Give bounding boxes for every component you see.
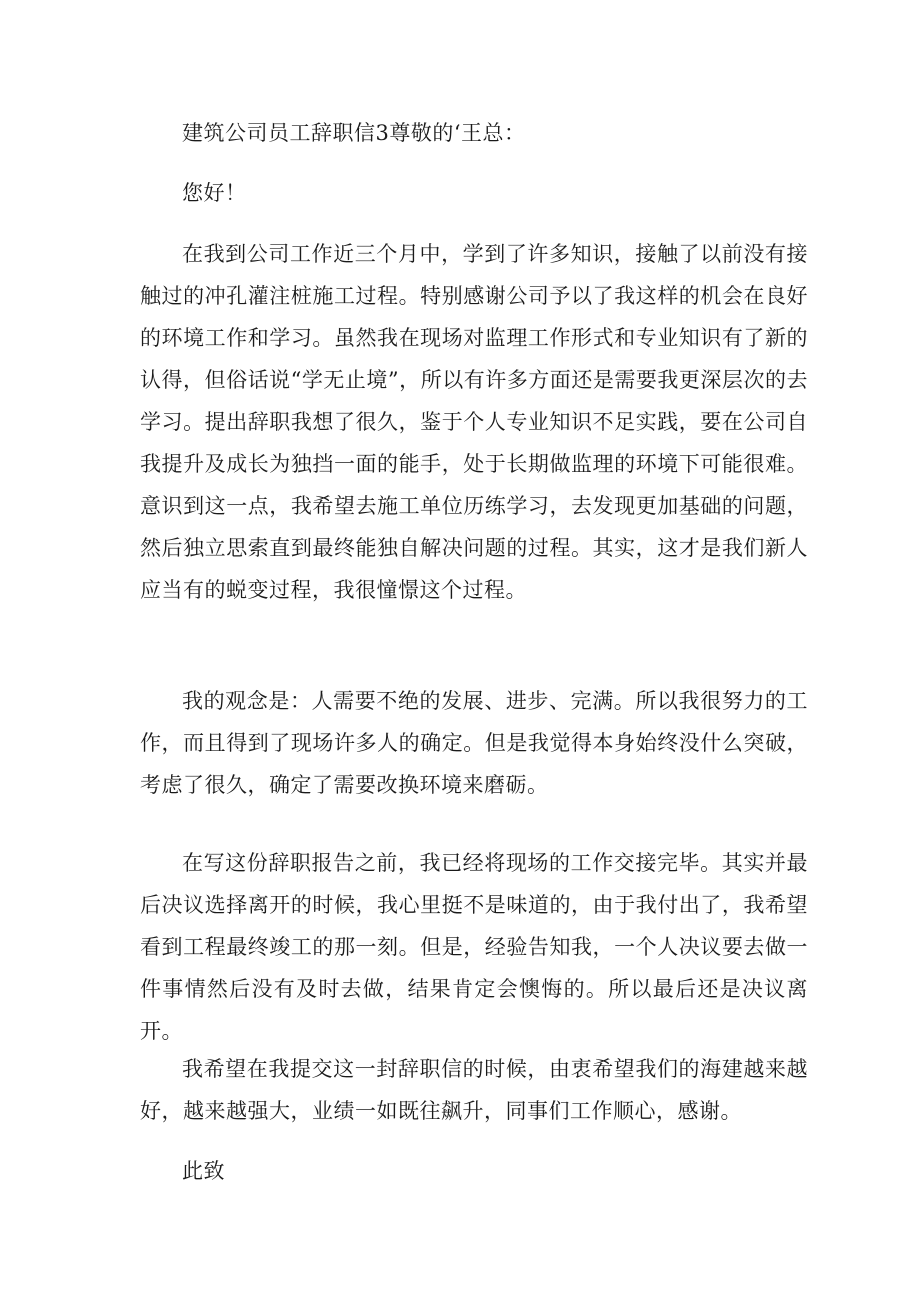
body-paragraph-1: 在我到公司工作近三个月中，学到了许多知识，接触了以前没有接触过的冲孔灌注桩施工过程。特别感谢公司予以了我这样的机会在良好的环境工作和学习。虽然我在现场对监理工作形式和专业知识有了新的认得，但俗话说“学无止境”，所以有许多方面还是需要我更深层次的去学习。提出辞职我想了很久，鉴于个人专业知识不足实践，要在公司自我提升及成长为独挡一面的能手，处于长期做监理的环境下可能很难。意识到这一点，我希望去施工单位历练学习，去发现更加基础的问题，然后独立思索直到最终能独自解决问题的过程。其实，这才是我们新人应当有的蜕变过程，我很憧憬这个过程。 (140, 242, 808, 602)
body-paragraph-3: 在写这份辞职报告之前，我已经将现场的工作交接完毕。其实并最后决议选择离开的时候，我心里挺不是味道的，由于我付出了，我希望看到工程最终竣工的那一刻。但是，经验告知我，一个人决议要去做一件事情然后没有及时去做，结果肯定会懊悔的。所以最后还是决议离开。 (140, 851, 808, 1043)
letter-heading: 建筑公司员工辞职信3尊敬的‘王总： (182, 121, 526, 145)
body-paragraph-4: 我希望在我提交这一封辞职信的时候，由衷希望我们的海建越来越好，越来越强大，业绩一如既往飙升，同事们工作顺心，感谢。 (140, 1057, 808, 1123)
letter-greeting: 您好！ (182, 181, 247, 205)
letter-closing: 此致 (182, 1159, 225, 1183)
body-paragraph-2: 我的观念是：人需要不绝的发展、进步、完满。所以我很努力的工作，而且得到了现场许多人的确定。但是我觉得本身始终没什么突破，考虑了很久，确定了需要改换环境来磨砺。 (140, 689, 808, 797)
